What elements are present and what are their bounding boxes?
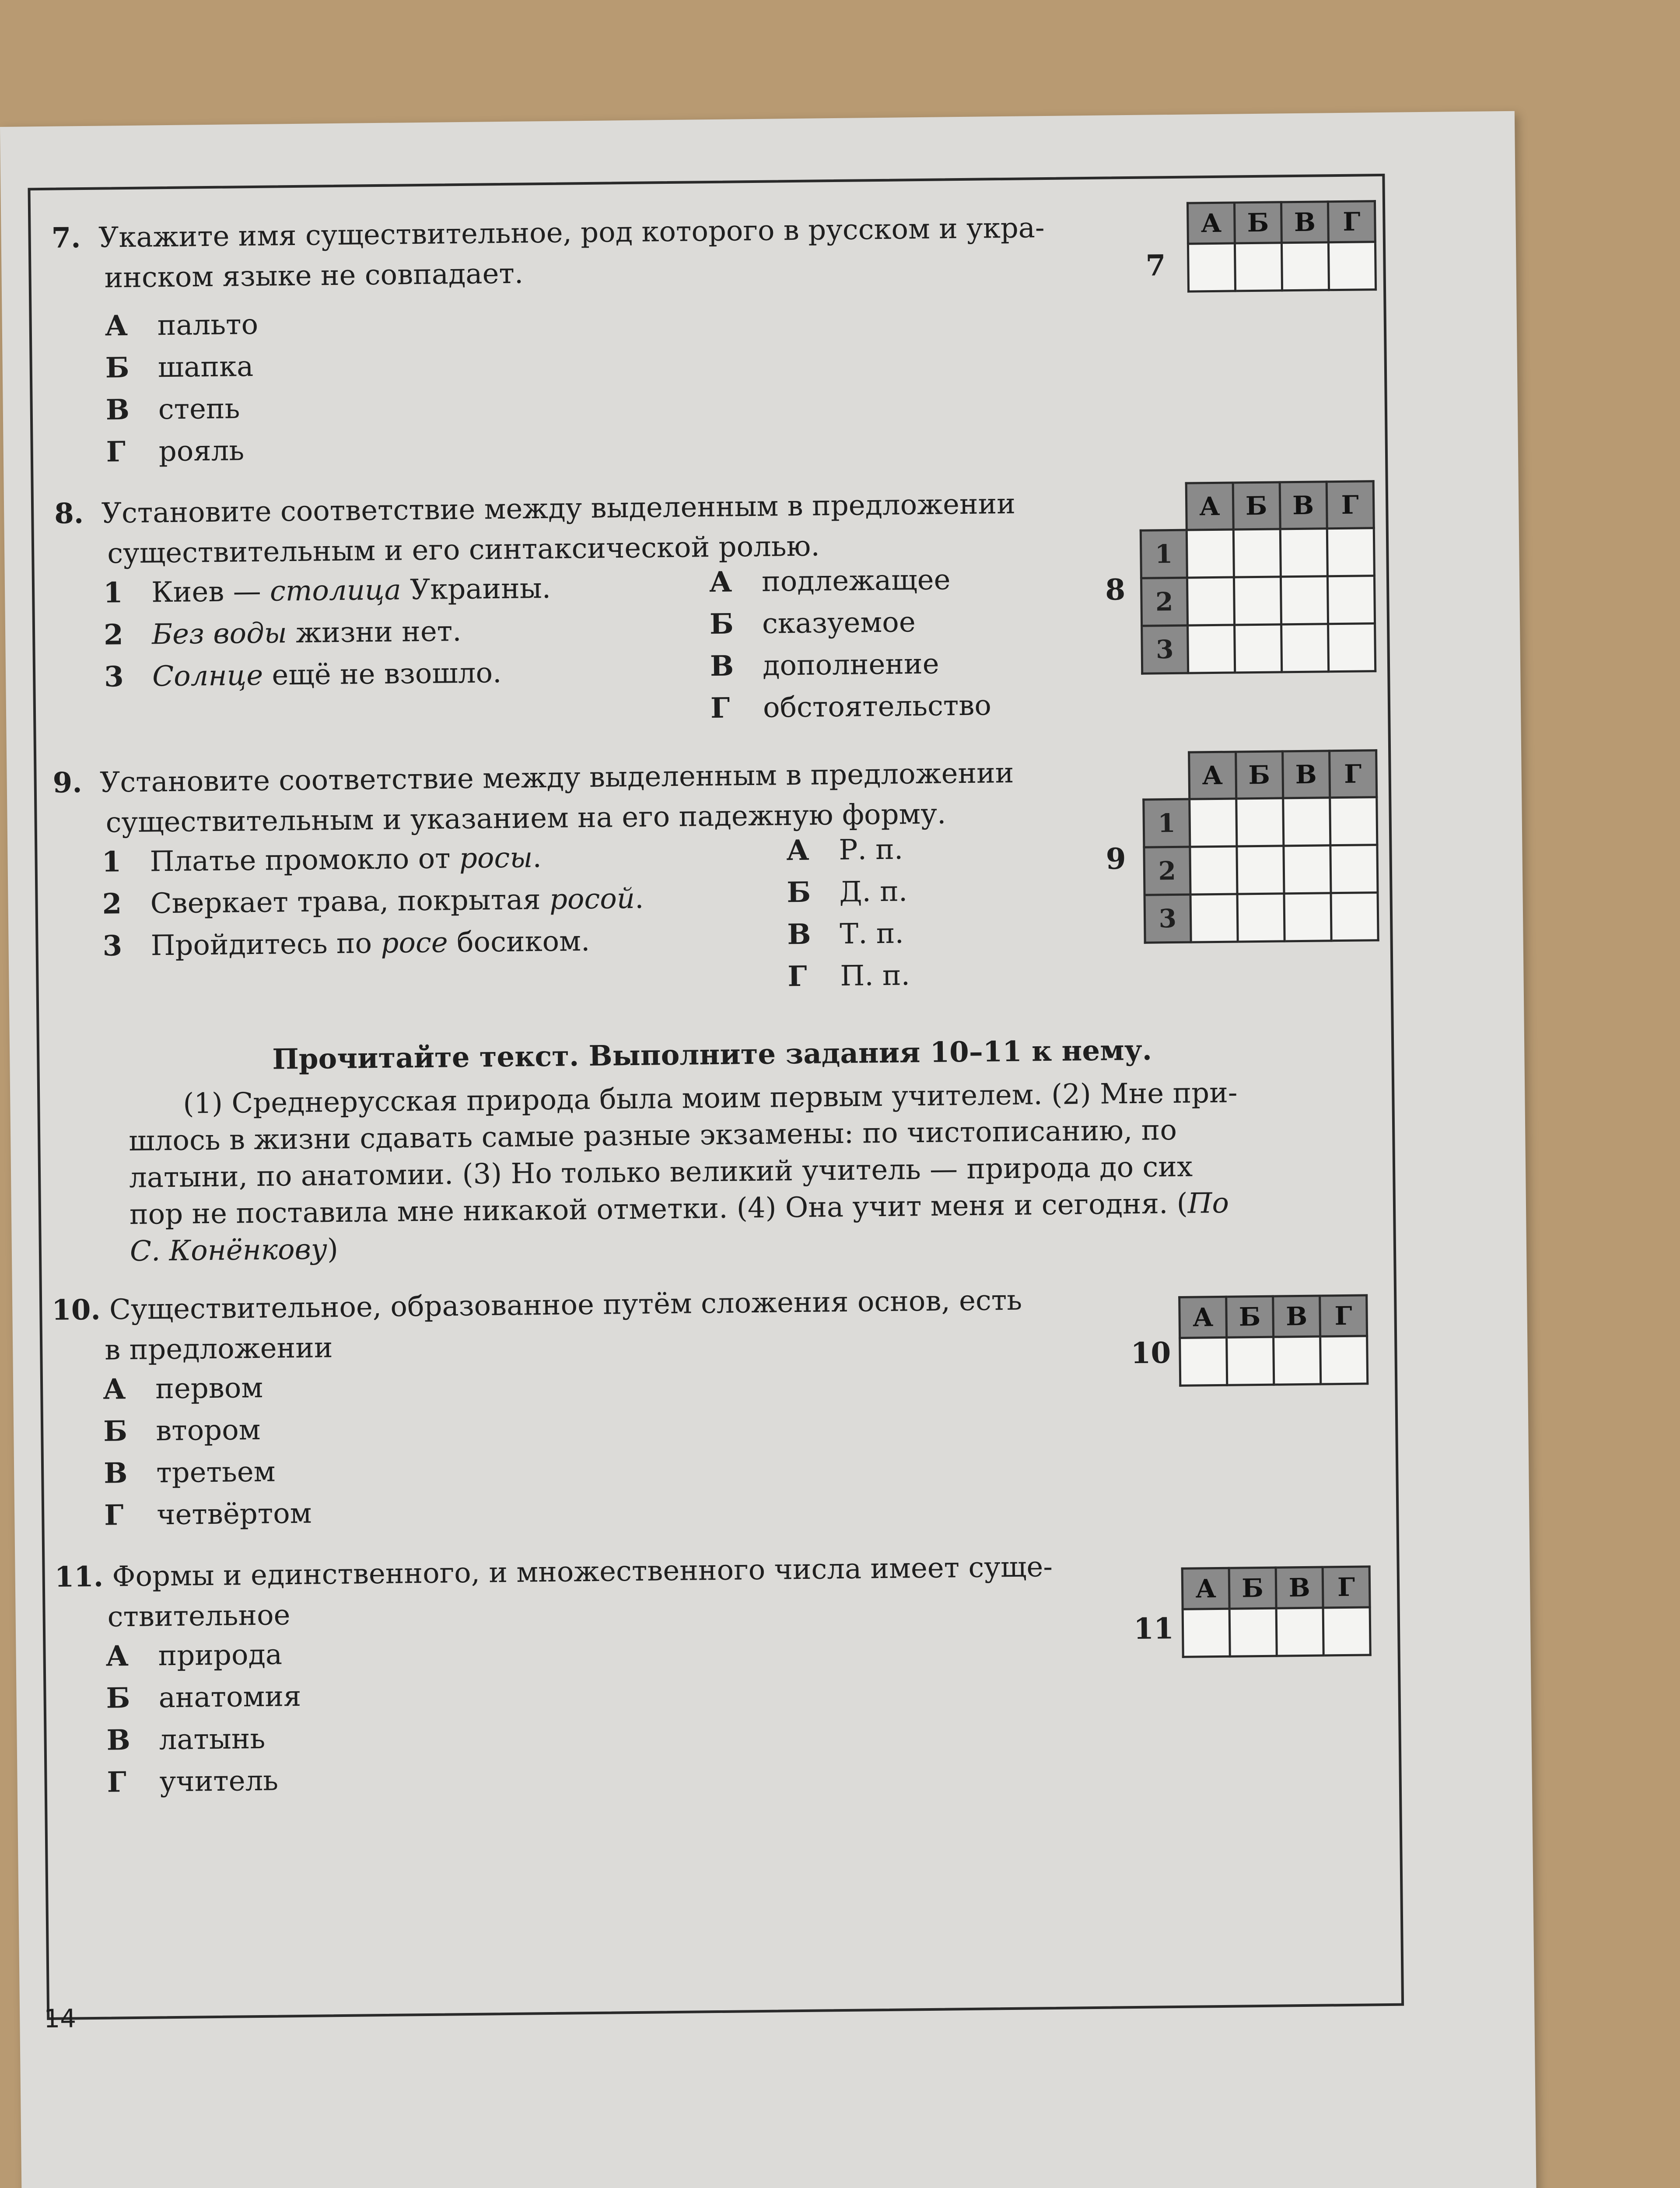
sentence-item: 2 Без воды жизни нет.: [103, 615, 462, 652]
answer-cell[interactable]: [1227, 1337, 1274, 1385]
answer-cell[interactable]: [1274, 1336, 1321, 1385]
attribution: По: [1187, 1187, 1229, 1220]
answer-cell[interactable]: [1233, 529, 1281, 577]
passage-line: шлось в жизни сдавать самые разные экзамены: по чистописанию, по: [128, 1114, 1177, 1158]
question-11: [54, 1546, 1114, 1638]
answer-cell[interactable]: [1237, 893, 1284, 941]
answer-cell[interactable]: [1327, 528, 1374, 576]
grid-row-label: 3: [1142, 625, 1188, 673]
question-number: 11.: [54, 1560, 104, 1594]
question-9: [52, 752, 1112, 843]
answer-cell[interactable]: [1234, 624, 1281, 672]
question-text-line2: существительным и его синтаксической ролью.: [107, 530, 820, 570]
option: В третьем: [103, 1455, 276, 1490]
grid-header: А: [1189, 752, 1236, 799]
reading-passage: (1) Среднерусская природа была моим первым учителем. (2) Мне при- шлось в жизни сдавать самые разные экзамены: по чистописанию, по латыни, по анатомии. (3) Но только великий учитель — природа до сих пор не поставила мне никакой отметки. (4) Она учит меня и сегодня. (По С. Конёнкову): [128, 1074, 1294, 1270]
answer-cell[interactable]: [1281, 242, 1329, 291]
option: Б втором: [103, 1413, 261, 1448]
answer-cell[interactable]: [1281, 576, 1328, 624]
option: А пальто: [105, 308, 259, 343]
sentence-item: 2 Сверкает трава, покрытая росой.: [102, 882, 644, 921]
grid-header: Б: [1236, 751, 1283, 799]
answer-cell[interactable]: [1236, 845, 1284, 894]
answer-cell[interactable]: [1327, 575, 1375, 624]
grid-header: В: [1273, 1296, 1320, 1337]
answer-cell[interactable]: [1183, 1609, 1230, 1657]
option: В Т. п.: [787, 917, 904, 951]
answer-grid-7: [1186, 200, 1377, 293]
answer-cell[interactable]: [1236, 798, 1283, 846]
answer-tag-11: 11: [1133, 1611, 1174, 1646]
answer-cell[interactable]: [1328, 242, 1376, 290]
question-text-line1: Укажите имя существительное, род которого в русском и укра-: [98, 212, 1045, 254]
option: А первом: [102, 1371, 263, 1406]
q9-cases: [786, 828, 910, 998]
question-text-line2: в предложении: [104, 1332, 333, 1367]
option: Б сказуемое: [709, 606, 916, 641]
answer-cell[interactable]: [1235, 243, 1282, 291]
answer-cell[interactable]: [1190, 894, 1238, 942]
q7-options: [105, 304, 259, 473]
answer-cell[interactable]: [1276, 1608, 1323, 1656]
answer-grid-10: [1178, 1294, 1368, 1387]
answer-tag-9: 9: [1106, 842, 1126, 876]
grid-row-label: 2: [1144, 847, 1190, 895]
attribution-author: С. Конёнкову: [130, 1233, 328, 1268]
grid-header: Б: [1233, 482, 1280, 529]
page-number: 14: [43, 2003, 77, 2034]
grid-row-label: 3: [1144, 894, 1191, 943]
grid-header: В: [1281, 202, 1328, 243]
q10-options: [103, 1367, 312, 1537]
answer-tag-7: 7: [1145, 248, 1166, 283]
answer-cell[interactable]: [1186, 529, 1234, 578]
answer-grid-9: [1142, 749, 1379, 943]
option: Б шапка: [105, 350, 254, 385]
sentence-item: 3 Пройдитесь по росе босиком.: [102, 925, 590, 963]
option: А Р. п.: [786, 833, 903, 867]
reading-instruction: Прочитайте текст. Выполните задания 10–11 к нему.: [272, 1034, 1152, 1076]
grid-header: В: [1282, 751, 1330, 798]
answer-cell[interactable]: [1190, 846, 1237, 894]
q8-roles: [709, 558, 991, 729]
answer-cell[interactable]: [1188, 243, 1235, 291]
answer-cell[interactable]: [1283, 845, 1330, 893]
answer-cell[interactable]: [1189, 798, 1236, 846]
grid-header: А: [1182, 1568, 1229, 1609]
question-10: [52, 1280, 1111, 1371]
grid-header: Г: [1329, 750, 1376, 798]
question-text-line2: существительным и указанием на его падежную форму.: [105, 798, 946, 839]
passage-line: латыни, по анатомии. (3) Но только великий учитель — природа до сих: [129, 1150, 1193, 1195]
option: В степь: [105, 393, 240, 427]
answer-cell[interactable]: [1330, 892, 1378, 940]
option: А подлежащее: [709, 564, 951, 599]
answer-cell[interactable]: [1330, 845, 1377, 893]
grid-header: А: [1186, 483, 1233, 530]
question-text-line2: инском языке не совпадает.: [104, 257, 524, 295]
grid-header: Г: [1323, 1567, 1370, 1608]
option: В дополнение: [710, 648, 939, 683]
answer-grid-8: [1139, 480, 1376, 674]
grid-header: Г: [1320, 1295, 1367, 1336]
grid-header: Б: [1229, 1567, 1276, 1609]
grid-header: Б: [1234, 202, 1281, 243]
q11-options: [105, 1634, 302, 1804]
sentence-item: 3 Солнце ещё не взошло.: [104, 657, 502, 694]
option: В латынь: [106, 1722, 266, 1757]
q8-sentences: [103, 568, 552, 698]
question-7: [51, 207, 1111, 298]
grid-header: В: [1276, 1567, 1323, 1608]
answer-cell[interactable]: [1187, 577, 1234, 625]
grid-header: Г: [1326, 481, 1374, 529]
answer-cell[interactable]: [1280, 528, 1327, 576]
sentence-item: 1 Киев — столица Украины.: [103, 572, 551, 610]
question-number: 10.: [51, 1293, 101, 1327]
grid-row-label: 2: [1141, 578, 1187, 626]
option: Г четвёртом: [104, 1497, 312, 1532]
grid-header: В: [1280, 482, 1327, 529]
option: Г П. п.: [788, 959, 910, 993]
answer-grid-11: [1181, 1565, 1372, 1658]
option: Г учитель: [107, 1764, 279, 1799]
answer-tag-10: 10: [1130, 1336, 1171, 1371]
answer-cell[interactable]: [1283, 797, 1330, 845]
answer-cell[interactable]: [1234, 576, 1281, 624]
answer-cell[interactable]: [1187, 625, 1235, 673]
grid-header: Г: [1328, 201, 1375, 242]
grid-header: А: [1180, 1297, 1227, 1338]
question-number: 9.: [52, 766, 82, 799]
grid-row-label: 1: [1141, 530, 1187, 578]
question-text-line2: ствительное: [107, 1599, 290, 1634]
answer-cell[interactable]: [1330, 797, 1377, 845]
question-text-line1: Установите соответствие между выделенным в предложении: [101, 487, 1016, 530]
answer-cell[interactable]: [1320, 1336, 1368, 1384]
answer-tag-8: 8: [1105, 572, 1126, 607]
q9-sentences: [102, 836, 644, 968]
option: А природа: [105, 1638, 283, 1673]
question-number: 8.: [54, 497, 84, 530]
option: Б Д. п.: [787, 875, 908, 909]
question-number: 7.: [51, 221, 81, 255]
grid-header: Б: [1226, 1296, 1274, 1337]
answer-cell[interactable]: [1323, 1607, 1370, 1655]
answer-cell[interactable]: [1284, 893, 1331, 941]
answer-cell[interactable]: [1281, 624, 1328, 672]
grid-header: А: [1187, 203, 1235, 244]
answer-cell[interactable]: [1180, 1337, 1227, 1385]
passage-line: пор не поставила мне никакой отметки. (4) Она учит меня и сегодня. (: [129, 1187, 1188, 1231]
worksheet-page: [0, 111, 1536, 2188]
option: Г рояль: [106, 435, 245, 469]
question-text-line1: Формы и единственного, и множественного числа имеет суще-: [112, 1550, 1053, 1593]
passage-line: (1) Среднерусская природа была моим первым учителем. (2) Мне при-: [183, 1076, 1238, 1120]
option: Г обстоятельство: [710, 689, 992, 725]
sentence-item: 1 Платье промокло от росы.: [102, 842, 542, 879]
question-text-line1: Существительное, образованное путём сложения основ, есть: [109, 1284, 1022, 1326]
grid-row-label: 1: [1144, 799, 1190, 847]
answer-cell[interactable]: [1229, 1608, 1277, 1656]
answer-cell[interactable]: [1328, 623, 1375, 671]
option: Б анатомия: [106, 1680, 301, 1715]
question-text-line1: Установите соответствие между выделенным в предложении: [99, 757, 1014, 799]
